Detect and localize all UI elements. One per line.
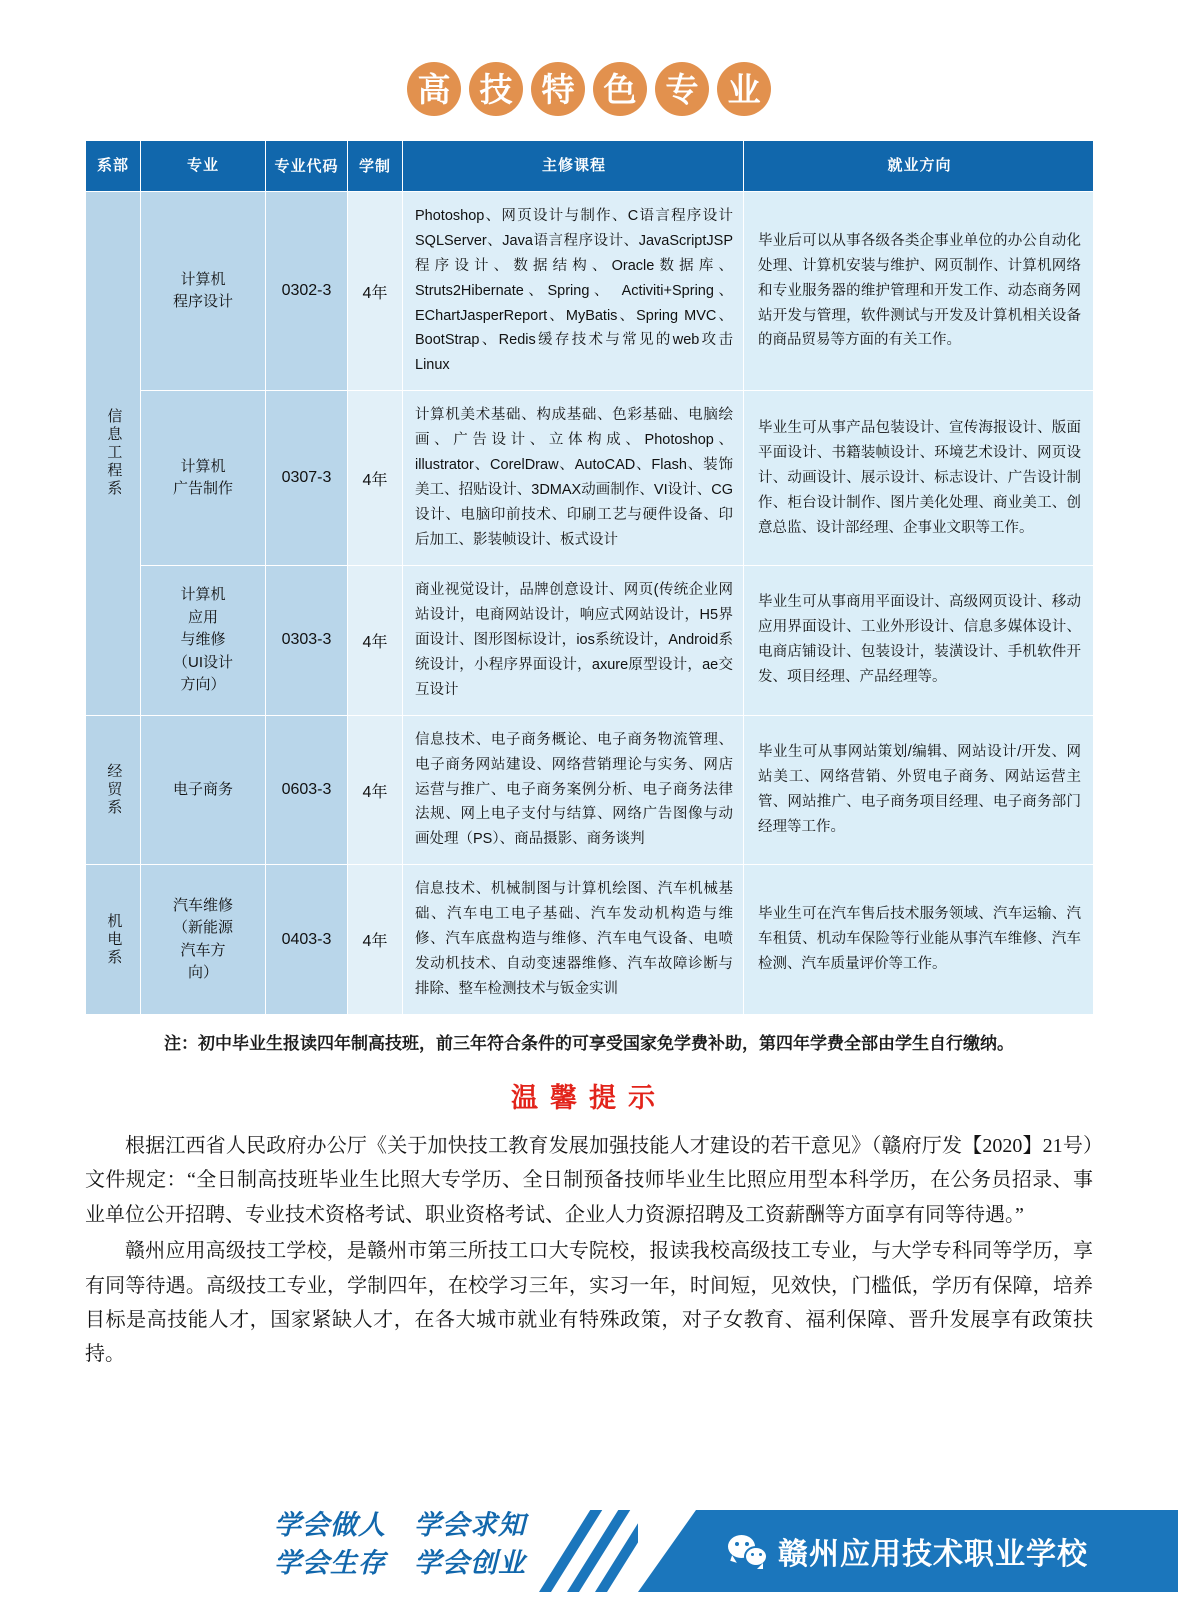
title-char-2: 技 — [469, 62, 523, 116]
title-char-4: 色 — [593, 62, 647, 116]
cell-code: 0307-3 — [266, 391, 348, 566]
cell-duration: 4年 — [348, 391, 403, 566]
cell-duration: 4年 — [348, 191, 403, 391]
cell-dept — [86, 191, 141, 715]
tips-body — [85, 1129, 1093, 1372]
cell-code: 0603-3 — [266, 715, 348, 865]
column-header-major: 专业 — [141, 141, 266, 192]
cell-major: 计算机 广告制作 — [141, 391, 266, 566]
cell-jobs: 毕业生可从事商用平面设计、高级网页设计、移动应用界面设计、工业外形设计、信息多媒体设计、电商店铺设计、包装设计，装潢设计、手机软件开发、项目经理、产品经理等。 — [744, 565, 1094, 715]
cell-dept — [86, 715, 141, 865]
cell-major: 电子商务 — [141, 715, 266, 865]
cell-jobs: 毕业生可从事产品包装设计、宣传海报设计、版面平面设计、书籍装帧设计、环境艺术设计、网页设计、动画设计、展示设计、标志设计、广告设计制作、柜台设计制作、图片美化处理、商业美工、创意总监、设计部经理、企事业文职等工作。 — [744, 391, 1094, 566]
dept-label: 经贸系 — [105, 763, 123, 818]
cell-major: 计算机 程序设计 — [141, 191, 266, 391]
cell-courses: 计算机美术基础、构成基础、色彩基础、电脑绘画、广告设计、立体构成、Photoshop、illustrator、CorelDraw、AutoCAD、Flash、装饰美工、招贴设计、3DMAX动画制作、VI设计、CG设计、电脑印前技术、印刷工艺与硬件设备、印后加工、影装帧设计、板式设计 — [403, 391, 744, 566]
tips-paragraph-1: 根据江西省人民政府办公厅《关于加快技工教育发展加强技能人才建设的若干意见》（赣府厅发【2020】21号）文件规定：“全日制高技班毕业生比照大专学历、全日制预备技师毕业生比照应用型本科学历，在公务员招录、事业单位公开招聘、专业技术资格考试、职业资格考试、企业人力资源招聘及工资薪酬等方面享有同等待遇。” — [85, 1135, 1093, 1226]
table-header-row — [86, 141, 1094, 192]
page-title — [0, 0, 1178, 116]
wechat-icon — [728, 1535, 768, 1567]
majors-table — [85, 140, 1094, 1015]
column-header-duration: 学制 — [348, 141, 403, 192]
cell-courses: 信息技术、机械制图与计算机绘图、汽车机械基础、汽车电工电子基础、汽车发动机构造与维修、汽车底盘构造与维修、汽车电气设备、电喷发动机技术、自动变速器维修、汽车故障诊断与排除、整车检测技术与钣金实训 — [403, 865, 744, 1015]
column-header-jobs: 就业方向 — [744, 141, 1094, 192]
tips-heading: 温馨提示 — [511, 1083, 667, 1114]
table-footnote: 注：初中毕业生报读四年制高技班，前三年符合条件的可享受国家免学费补助，第四年学费全部由学生自行缴纳。 — [164, 1034, 1014, 1054]
column-header-code: 专业代码 — [266, 141, 348, 192]
footer-brand — [638, 1510, 1178, 1592]
dept-label: 机电系 — [105, 912, 123, 967]
table-row — [86, 715, 1094, 865]
table-row — [86, 191, 1094, 391]
cell-jobs: 毕业生可从事网站策划/编辑、网站设计/开发、网站美工、网络营销、外贸电子商务、网站运营主管、网站推广、电子商务项目经理、电子商务部门经理等工作。 — [744, 715, 1094, 865]
footer-brand-label: 赣州应用技术职业学校 — [778, 1538, 1088, 1571]
dept-label: 信息工程系 — [105, 408, 123, 499]
cell-courses: 商业视觉设计，品牌创意设计、网页(传统企业网站设计，电商网站设计，响应式网站设计，H5界面设计、图形图标设计，ios系统设计，Android系统设计，小程序界面设计，axure原型设计，ae交互设计 — [403, 565, 744, 715]
cell-duration: 4年 — [348, 865, 403, 1015]
tips-paragraph-2: 赣州应用高级技工学校，是赣州市第三所技工口大专院校，报读我校高级技工专业，与大学专科同等学历，享有同等待遇。高级技工专业，学制四年，在校学习三年，实习一年，时间短，见效快，门槛低，学历有保障，培养目标是高技能人才，国家紧缺人才，在各大城市就业有特殊政策，对子女教育、福利保障、晋升发展享有政策扶持。 — [85, 1240, 1093, 1366]
title-char-3: 特 — [531, 62, 585, 116]
table-row — [86, 865, 1094, 1015]
cell-duration: 4年 — [348, 715, 403, 865]
footer-slogan-line-2: 学会生存 学会创业 — [274, 1548, 526, 1579]
cell-jobs: 毕业生可在汽车售后技术服务领域、汽车运输、汽车租赁、机动车保险等行业能从事汽车维修、汽车检测、汽车质量评价等工作。 — [744, 865, 1094, 1015]
column-header-dept: 系部 — [86, 141, 141, 192]
column-header-courses: 主修课程 — [403, 141, 744, 192]
cell-courses: Photoshop、网页设计与制作、C语言程序设计SQLServer、Java语言程序设计、JavaScriptJSP程序设计、数据结构、Oracle数据库、Struts2Hibernate、Spring、 Activiti+Spring、 EChartJasperReport、MyBatis、Spring MVC、BootStrap、Redis缓存技术与常见的web攻击Linux — [403, 191, 744, 391]
table-row — [86, 565, 1094, 715]
cell-code: 0303-3 — [266, 565, 348, 715]
cell-dept — [86, 865, 141, 1015]
footer-banner — [0, 1492, 1178, 1600]
table-row — [86, 391, 1094, 566]
footer-slogan-line-1: 学会做人 学会求知 — [274, 1510, 526, 1540]
cell-code: 0403-3 — [266, 865, 348, 1015]
cell-jobs: 毕业后可以从事各级各类企事业单位的办公自动化处理、计算机安装与维护、网页制作、计算机网络和专业服务器的维护管理和开发工作、动态商务网站开发与管理，软件测试与开发及计算机相关设备的商品贸易等方面的有关工作。 — [744, 191, 1094, 391]
majors-table-wrapper — [85, 140, 1093, 1015]
title-char-6: 业 — [717, 62, 771, 116]
cell-major: 汽车维修 （新能源 汽车方 向） — [141, 865, 266, 1015]
cell-duration: 4年 — [348, 565, 403, 715]
title-char-5: 专 — [655, 62, 709, 116]
cell-major: 计算机 应用 与维修 （UI设计 方向） — [141, 565, 266, 715]
cell-code: 0302-3 — [266, 191, 348, 391]
title-char-1: 高 — [407, 62, 461, 116]
cell-courses: 信息技术、电子商务概论、电子商务物流管理、电子商务网站建设、网络营销理论与实务、网店运营与推广、电子商务案例分析、电子商务法律法规、网上电子支付与结算、网络广告图像与动画处理（PS）、商品摄影、商务谈判 — [403, 715, 744, 865]
footer-stripes — [498, 1510, 638, 1592]
